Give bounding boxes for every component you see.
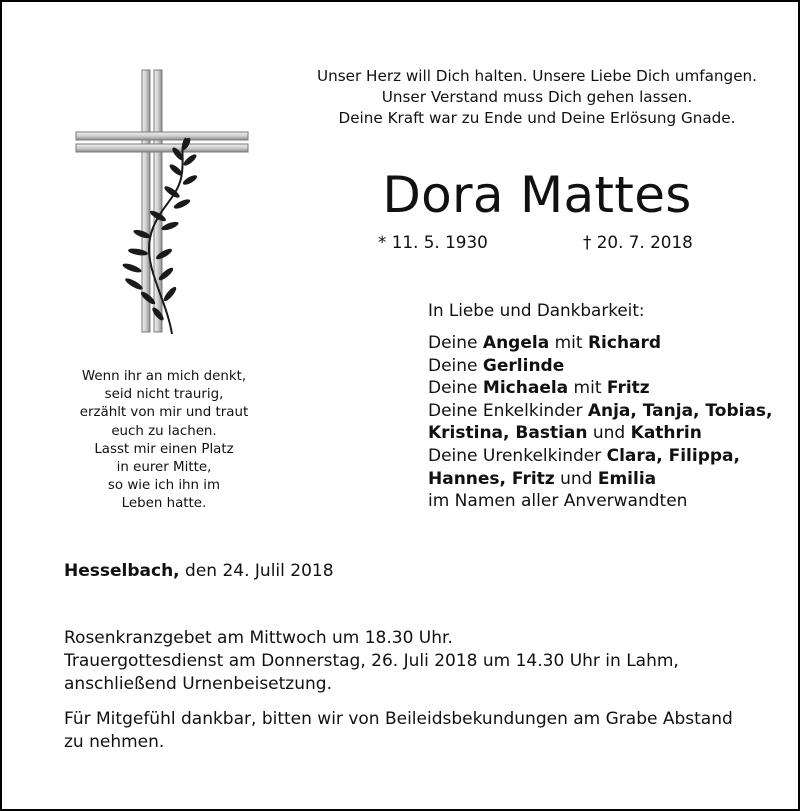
mourner-line: [428, 332, 798, 355]
mourner-name: Michaela: [482, 378, 569, 399]
birth-date: * 11. 5. 1930: [378, 232, 488, 252]
motto-line: Deine Kraft war zu Ende und Deine Erlösung Gnade.: [338, 109, 736, 127]
poem-line: Leben hatte.: [121, 496, 207, 512]
mourner-line: [428, 468, 798, 491]
poem: [64, 368, 264, 514]
mourner-line: [428, 445, 798, 468]
mourner-line: [428, 400, 798, 423]
poem-line: seid nicht traurig,: [104, 387, 224, 403]
poem-line: Lasst mir einen Platz: [94, 441, 234, 457]
place-date: [64, 559, 334, 583]
poem-line: euch zu lachen.: [111, 423, 217, 439]
ceremony-line: Trauergottesdienst am Donnerstag, 26. Juli 2018 um 14.30 Uhr in Lahm,: [64, 651, 679, 671]
mourner-text: und: [587, 423, 631, 444]
poem-line: erzählt von mir und traut: [79, 405, 249, 421]
mourner-name: Anja, Tanja, Tobias,: [587, 400, 773, 421]
mourner-name: Clara, Filippa,: [606, 445, 740, 466]
mourner-line: [428, 490, 798, 513]
ceremony-info: [64, 627, 764, 696]
mourner-line: [428, 422, 798, 445]
mourner-name: Hannes, Fritz: [428, 468, 555, 489]
mourner-name: Gerlinde: [482, 355, 565, 376]
date: den 24. Julil 2018: [179, 561, 334, 581]
mourner-text: Deine Urenkelkinder: [428, 445, 607, 466]
mourner-text: Deine: [428, 333, 483, 353]
mourner-text: und: [554, 468, 598, 489]
deceased-name: Dora Mattes: [382, 166, 692, 224]
closing-line: zu nehmen.: [64, 732, 165, 752]
mourner-text: Deine Enkelkinder: [428, 400, 588, 421]
mourner-name: Angela: [482, 333, 550, 353]
mourner-text: Deine: [428, 378, 483, 399]
poem-line: in eurer Mitte,: [116, 460, 212, 476]
motto: [302, 66, 772, 129]
mourner-line: [428, 377, 798, 400]
poem-line: Wenn ihr an mich denkt,: [81, 369, 247, 384]
mourner-name: Richard: [587, 333, 662, 353]
motto-line: Unser Verstand muss Dich gehen lassen.: [381, 88, 693, 106]
mourners-intro: In Liebe und Dankbarkeit:: [428, 300, 645, 320]
mourner-text: Deine: [428, 355, 483, 376]
mourner-name: Kathrin: [630, 423, 702, 444]
mourner-line: [428, 355, 798, 378]
closing-note: [64, 708, 764, 754]
mourner-text: mit: [568, 378, 607, 399]
poem-line: so wie ich ihn im: [107, 478, 221, 494]
place: Hesselbach,: [64, 561, 180, 581]
ceremony-line: Rosenkranzgebet am Mittwoch um 18.30 Uhr.: [64, 628, 453, 648]
death-date: † 20. 7. 2018: [583, 232, 693, 252]
cross-with-laurel-icon: [74, 68, 250, 336]
ceremony-line: anschließend Urnenbeisetzung.: [64, 674, 332, 694]
mourner-text: mit: [549, 333, 588, 353]
motto-line: Unser Herz will Dich halten. Unsere Liebe Dich umfangen.: [316, 67, 757, 85]
closing-line: Für Mitgefühl dankbar, bitten wir von Beileidsbekundungen am Grabe Abstand: [64, 709, 733, 729]
mourner-text: im Namen aller Anverwandten: [428, 491, 688, 512]
mourners-list: [428, 332, 798, 513]
mourner-name: Fritz: [606, 378, 650, 399]
mourner-name: Emilia: [597, 468, 657, 489]
mourner-name: Kristina, Bastian: [428, 423, 588, 444]
